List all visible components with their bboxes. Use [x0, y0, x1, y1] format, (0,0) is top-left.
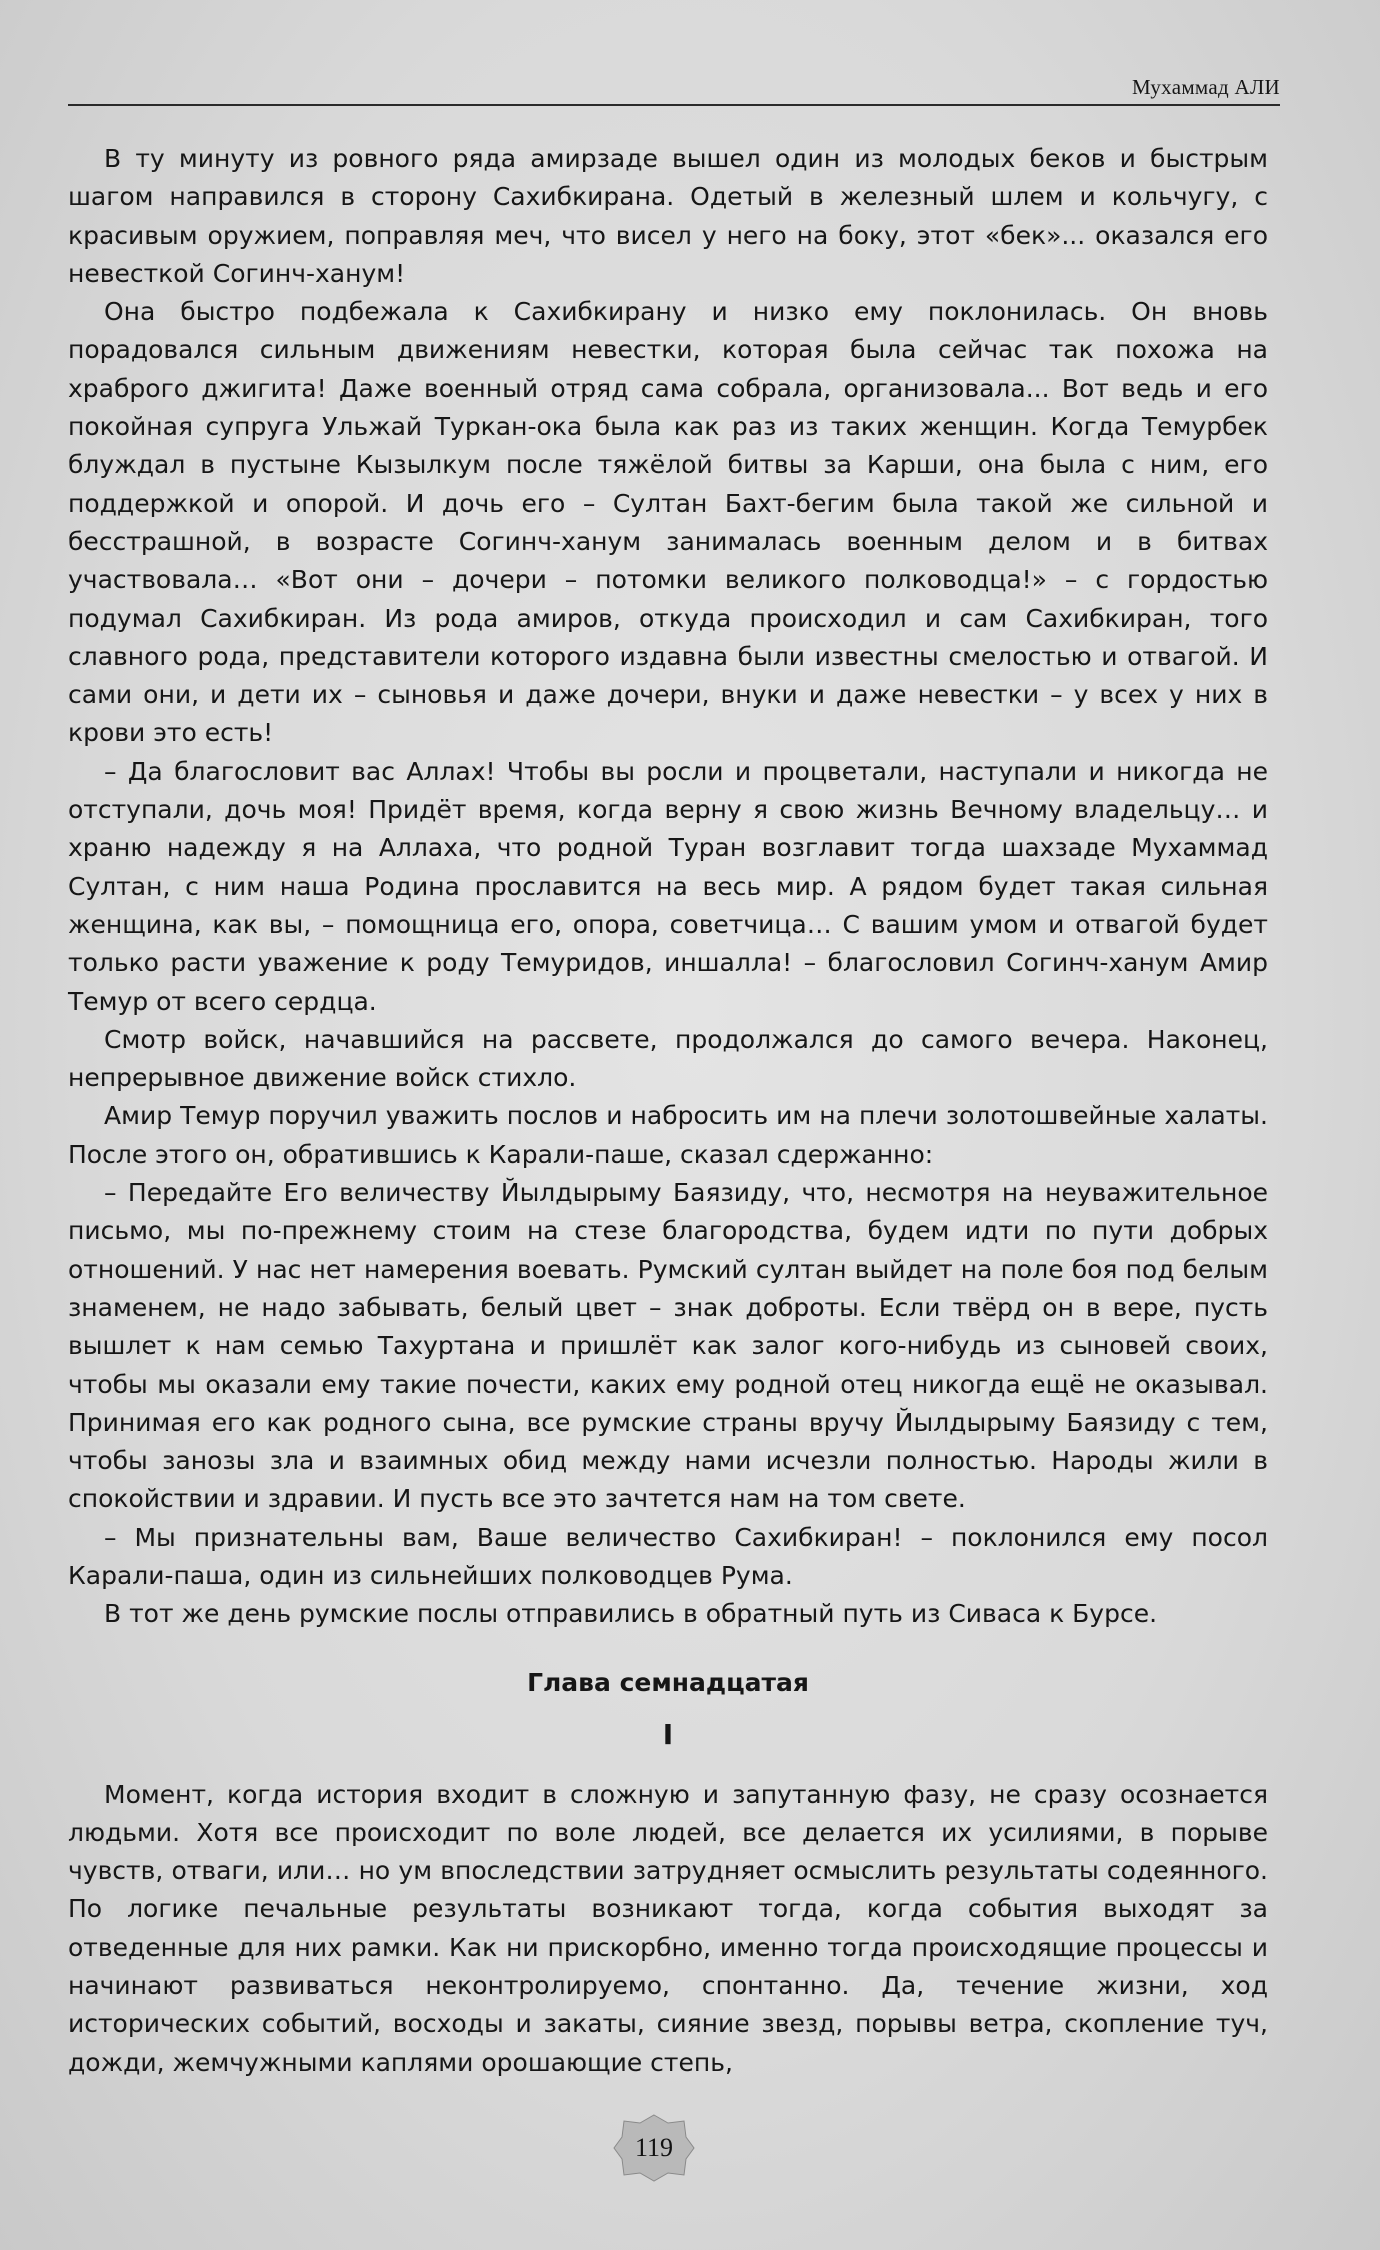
- page-number-badge: [612, 2113, 696, 2183]
- paragraph: – Передайте Его величеству Йылдырыму Баязиду, что, несмотря на неуважительное письмо, мы по-прежнему стоим на стезе благородства, будем идти по пути добрых отношений. У нас нет намерения воевать. Румский султан выйдет на поле боя под белым знаменем, не надо забывать, белый цвет – знак доброты. Если твёрд он в вере, пусть вышлет к нам семью Тахуртана и пришлёт как залог кого-нибудь из сыновей своих, чтобы мы оказали ему такие почести, каких ему родной отец никогда ещё не оказывал. Принимая его как родного сына, все румские страны вручу Йылдырыму Баязиду с тем, чтобы занозы зла и взаимных обид между нами исчезли полностью. Народы жили в спокойствии и здравии. И пусть все это зачтется нам на том свете.: [68, 1178, 1268, 1514]
- paragraph: – Мы признательны вам, Ваше величество Сахибкиран! – поклонился ему посол Карали-паша, один из сильнейших полководцев Рума.: [68, 1522, 1268, 1590]
- section-number: I: [662, 1717, 674, 1751]
- paragraph: В ту минуту из ровного ряда амирзаде вышел один из молодых беков и быстрым шагом направился в сторону Сахибкирана. Одетый в железный шлем и кольчугу, с красивым оружием, поправляя меч, что висел у него на боку, этот «бек»... оказался его невесткой Согинч-ханум!: [68, 144, 1268, 288]
- paragraph: – Да благословит вас Аллах! Чтобы вы росли и процветали, наступали и никогда не отступали, дочь моя! Придёт время, когда верну я свою жизнь Вечному владельцу… и храню надежду я на Аллаха, что родной Туран возглавит тогда шахзаде Мухаммад Султан, с ним наша Родина прославится на весь мир. А рядом будет такая сильная женщина, как вы, – помощница его, опора, советчица… С вашим умом и отвагой будет только расти уважение к роду Темуридов, иншалла! – благословил Согинч-ханум Амир Темур от всего сердца.: [68, 756, 1268, 1016]
- paragraph: В тот же день румские послы отправились в обратный путь из Сиваса к Бурсе.: [104, 1599, 1158, 1629]
- paragraph: Амир Темур поручил уважить послов и набросить им на плечи золотошвейные халаты. После этого он, обратившись к Карали-паше, сказал сдержанно:: [68, 1101, 1268, 1169]
- paragraph: Смотр войск, начавшийся на рассвете, продолжался до самого вечера. Наконец, непрерывное движение войск стихло.: [68, 1024, 1268, 1093]
- paragraph: Она быстро подбежала к Сахибкирану и низко ему поклонилась. Он вновь порадовался сильным движениям невестки, которая была сейчас так похожа на храброго джигита! Даже военный отряд сама собрала, организовала... Вот ведь и его покойная супруга Ульжай Туркан-ока была как раз из таких женщин. Когда Темурбек блуждал в пустыне Кызылкум после тяжёлой битвы за Карши, она была с ним, его поддержкой и опорой. И дочь его – Султан Бахт-бегим была такой же сильной и бесстрашной, в возрасте Согинч-ханум занималась военным делом и в битвах участвовала… «Вот они – дочери – потомки великого полководца!» – с гордостью подумал Сахибкиран. Из рода амиров, откуда происходил и сам Сахибкиран, того славного рода, представители которого издавна были известны смелостью и отвагой. И сами они, и дети их – сыновья и даже дочери, внуки и даже невестки – у всех у них в крови это есть!: [68, 297, 1268, 748]
- paragraph: Момент, когда история входит в сложную и запутанную фазу, не сразу осознается людьми. Хотя все происходит по воле людей, все делается их усилиями, в порыве чувств, отваги, или… но ум впоследствии затрудняет осмыслить результаты содеянного. По логике печальные результаты возникают тогда, когда события выходят за отведенные для них рамки. Как ни прискорбно, именно тогда происходящие процессы и начинают развиваться неконтролируемо, спонтанно. Да, течение жизни, ход исторических событий, восходы и закаты, сияние звезд, порывы ветра, скопление туч, дожди, жемчужными каплями орошающие степь,: [68, 1779, 1268, 2077]
- page-number: 119: [634, 2133, 674, 2162]
- running-header: [68, 70, 1280, 106]
- page-body: [68, 140, 1268, 2082]
- chapter-title: Глава семнадцатая: [527, 1667, 809, 1697]
- header-author: Мухаммад АЛИ: [1131, 75, 1280, 99]
